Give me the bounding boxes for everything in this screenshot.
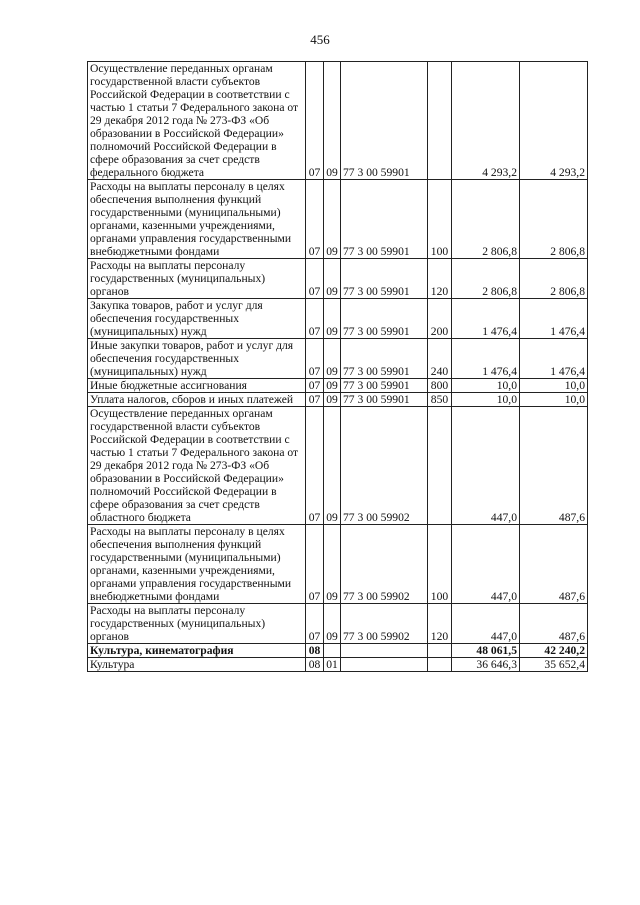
row-name: Расходы на выплаты персоналу в целях обеспечения выполнения функций государственными (муниципальными) органами, казенными учреждениями, органами управления государственными внебюджетными фондами: [88, 180, 306, 259]
target-article-code: 77 3 00 59901: [341, 393, 428, 407]
amount-year-1: 447,0: [452, 604, 520, 644]
amount-year-1: 447,0: [452, 407, 520, 525]
page-number: 456: [310, 32, 330, 47]
table-row: [88, 299, 588, 339]
row-name: Осуществление переданных органам государственной власти субъектов Российской Федерации в соответствии с частью 1 статьи 7 Федерального закона от 29 декабря 2012 года № 273-ФЗ «Об образовании в Российской Федерации» полномочий Российской Федерации в сфере образования за счет средств областного бюджета: [88, 407, 306, 525]
row-name: Расходы на выплаты персоналу государственных (муниципальных) органов: [88, 604, 306, 644]
target-article-code: 77 3 00 59901: [341, 379, 428, 393]
subsection-code: 09: [324, 299, 341, 339]
expense-type-code: [428, 407, 452, 525]
row-name: Иные закупки товаров, работ и услуг для обеспечения государственных (муниципальных) нужд: [88, 339, 306, 379]
table-row: [88, 525, 588, 604]
amount-year-2: 42 240,2: [520, 644, 588, 658]
expense-type-code: 800: [428, 379, 452, 393]
table-row: [88, 658, 588, 672]
table-row: [88, 62, 588, 180]
table-row: [88, 339, 588, 379]
amount-year-1: 447,0: [452, 525, 520, 604]
amount-year-2: 10,0: [520, 379, 588, 393]
expense-type-code: 240: [428, 339, 452, 379]
target-article-code: 77 3 00 59901: [341, 259, 428, 299]
subsection-code: [324, 644, 341, 658]
amount-year-2: 4 293,2: [520, 62, 588, 180]
section-code: 07: [306, 339, 324, 379]
target-article-code: [341, 644, 428, 658]
amount-year-1: 2 806,8: [452, 180, 520, 259]
section-code: 07: [306, 62, 324, 180]
section-code: 08: [306, 658, 324, 672]
table-row: [88, 604, 588, 644]
target-article-code: 77 3 00 59901: [341, 62, 428, 180]
expense-type-code: [428, 658, 452, 672]
expense-type-code: [428, 62, 452, 180]
row-name: Уплата налогов, сборов и иных платежей: [88, 393, 306, 407]
expense-type-code: 850: [428, 393, 452, 407]
target-article-code: 77 3 00 59901: [341, 339, 428, 379]
subsection-code: 09: [324, 393, 341, 407]
section-code: 07: [306, 407, 324, 525]
amount-year-1: 10,0: [452, 379, 520, 393]
target-article-code: 77 3 00 59901: [341, 299, 428, 339]
subsection-code: 09: [324, 62, 341, 180]
budget-table: [87, 61, 588, 672]
row-name: Осуществление переданных органам государственной власти субъектов Российской Федерации в соответствии с частью 1 статьи 7 Федерального закона от 29 декабря 2012 года № 273-ФЗ «Об образовании в Российской Федерации» полномочий Российской Федерации в сфере образования за счет средств федерального бюджета: [88, 62, 306, 180]
row-name: Закупка товаров, работ и услуг для обеспечения государственных (муниципальных) нужд: [88, 299, 306, 339]
amount-year-1: 2 806,8: [452, 259, 520, 299]
amount-year-2: 1 476,4: [520, 339, 588, 379]
table-row: [88, 644, 588, 658]
amount-year-2: 1 476,4: [520, 299, 588, 339]
row-name: Иные бюджетные ассигнования: [88, 379, 306, 393]
row-name: Расходы на выплаты персоналу государственных (муниципальных) органов: [88, 259, 306, 299]
table-row: [88, 180, 588, 259]
amount-year-1: 1 476,4: [452, 339, 520, 379]
amount-year-2: 487,6: [520, 604, 588, 644]
expense-type-code: [428, 644, 452, 658]
target-article-code: [341, 658, 428, 672]
amount-year-2: 487,6: [520, 525, 588, 604]
section-code: 07: [306, 299, 324, 339]
expense-type-code: 120: [428, 604, 452, 644]
amount-year-2: 10,0: [520, 393, 588, 407]
subsection-code: 09: [324, 525, 341, 604]
amount-year-2: 2 806,8: [520, 259, 588, 299]
expense-type-code: 200: [428, 299, 452, 339]
subsection-code: 01: [324, 658, 341, 672]
amount-year-2: 35 652,4: [520, 658, 588, 672]
amount-year-1: 48 061,5: [452, 644, 520, 658]
target-article-code: 77 3 00 59902: [341, 407, 428, 525]
section-code: 07: [306, 180, 324, 259]
subsection-code: 09: [324, 180, 341, 259]
expense-type-code: 100: [428, 525, 452, 604]
section-code: 07: [306, 393, 324, 407]
target-article-code: 77 3 00 59902: [341, 604, 428, 644]
amount-year-1: 10,0: [452, 393, 520, 407]
amount-year-1: 4 293,2: [452, 62, 520, 180]
subsection-code: 09: [324, 379, 341, 393]
row-name: Культура, кинематография: [88, 644, 306, 658]
subsection-code: 09: [324, 407, 341, 525]
table-row: [88, 407, 588, 525]
subsection-code: 09: [324, 259, 341, 299]
expense-type-code: 100: [428, 180, 452, 259]
budget-table-body: [88, 62, 588, 672]
section-code: 08: [306, 644, 324, 658]
table-row: [88, 393, 588, 407]
table-row: [88, 379, 588, 393]
section-code: 07: [306, 379, 324, 393]
amount-year-1: 1 476,4: [452, 299, 520, 339]
table-row: [88, 259, 588, 299]
subsection-code: 09: [324, 339, 341, 379]
amount-year-2: 2 806,8: [520, 180, 588, 259]
row-name: Культура: [88, 658, 306, 672]
section-code: 07: [306, 259, 324, 299]
expense-type-code: 120: [428, 259, 452, 299]
section-code: 07: [306, 525, 324, 604]
section-code: 07: [306, 604, 324, 644]
subsection-code: 09: [324, 604, 341, 644]
row-name: Расходы на выплаты персоналу в целях обеспечения выполнения функций государственными (муниципальными) органами, казенными учреждениями, органами управления государственными внебюджетными фондами: [88, 525, 306, 604]
target-article-code: 77 3 00 59902: [341, 525, 428, 604]
amount-year-1: 36 646,3: [452, 658, 520, 672]
amount-year-2: 487,6: [520, 407, 588, 525]
target-article-code: 77 3 00 59901: [341, 180, 428, 259]
